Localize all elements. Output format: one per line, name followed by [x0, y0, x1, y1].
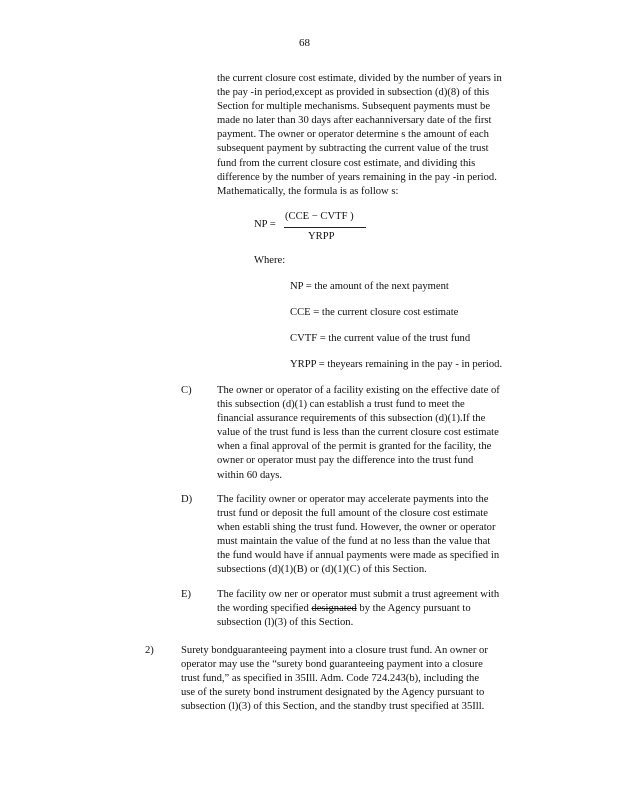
page-number: 68 — [299, 37, 310, 49]
item-c-paragraph — [217, 384, 540, 483]
text-line: fund from the current closure cost estimate, and dividing this — [217, 157, 476, 169]
text-line: value of the trust fund is less than the current closure cost estimate — [217, 427, 499, 439]
text-line: subsequent payment by subtracting the current value of the trust — [217, 143, 489, 155]
text-line: difference by the number of years remaining in the pay -in period. — [217, 171, 497, 183]
text-line: Mathematically, the formula is as follow s: — [217, 185, 399, 197]
intro-paragraph — [217, 72, 542, 199]
text-line: trust fund or deposit the full amount of the closure cost estimate — [217, 508, 488, 520]
text-line: the pay -in period,except as provided in subsection (d)(8) of this — [217, 87, 490, 99]
text-line: the current closure cost estimate, divided by the number of years in — [217, 73, 502, 84]
text-run: by the Agency pursuant to — [356, 603, 471, 615]
text-line: when a final approval of the permit is granted for the facility, the — [217, 441, 492, 453]
text-line: Surety bondguaranteeing payment into a closure trust fund. An owner or — [181, 645, 488, 656]
item-e-paragraph — [217, 588, 540, 630]
text-line — [217, 602, 540, 616]
text-run: the wording specified — [217, 603, 312, 615]
text-line: The owner or operator of a facility existing on the effective date of — [217, 385, 500, 396]
text-line: payment. The owner or operator determine s the amount of each — [217, 129, 489, 141]
text-line: financial assurance requirements of this subsection (d)(1).If the — [217, 413, 486, 425]
item-d-label: D) — [181, 494, 193, 505]
text-line: subsections (d)(1)(B) or (d)(1)(C) of this Section. — [217, 564, 427, 576]
text-line: subsection (l)(3) of this Section. — [217, 617, 354, 629]
item-c-label: C) — [181, 385, 192, 396]
text-line: must maintain the value of the fund at no less than the value that — [217, 536, 491, 548]
formula-denominator: YRPP — [308, 231, 335, 242]
text-line: Section for multiple mechanisms. Subsequent payments must be — [217, 101, 491, 113]
item-2-label: 2) — [145, 645, 154, 656]
item-e-label: E) — [181, 589, 191, 600]
struck-text: designated — [311, 603, 357, 615]
item-2-paragraph — [181, 644, 531, 714]
definition-cce: CCE = the current closure cost estimate — [290, 307, 459, 318]
definition-np: NP = the amount of the next payment — [290, 281, 449, 292]
item-d-paragraph — [217, 493, 540, 578]
where-label: Where: — [254, 255, 286, 266]
text-line: the fund would have if annual payments were made as specified in — [217, 550, 500, 562]
definition-cvtf: CVTF = the current value of the trust fund — [290, 333, 471, 344]
text-line: made no later than 30 days after eachanniversary date of the first — [217, 115, 492, 127]
fraction-bar — [284, 227, 366, 228]
text-line: within 60 days. — [217, 469, 283, 481]
formula-numerator: (CCE − CVTF ) — [285, 211, 354, 222]
text-line: operator may use the “surety bond guaranteeing payment into a closure — [181, 659, 483, 671]
text-line: subsection (l)(3) of this Section, and the standby trust specified at 35Ill. — [181, 701, 485, 713]
text-line: when establi shing the trust fund. However, the owner or operator — [217, 522, 496, 534]
text-line: The facility owner or operator may accelerate payments into the — [217, 494, 489, 505]
text-line: use of the surety bond instrument designated by the Agency pursuant to — [181, 687, 485, 699]
definition-yrpp: YRPP = theyears remaining in the pay - in period. — [290, 359, 503, 370]
text-line: owner or operator must pay the difference into the trust fund — [217, 455, 474, 467]
text-line: this subsection (d)(1) can establish a trust fund to meet the — [217, 399, 465, 411]
text-line: The facility ow ner or operator must submit a trust agreement with — [217, 589, 500, 600]
text-line: trust fund,” as specified in 35Ill. Adm. Code 724.243(b), including the — [181, 673, 480, 685]
formula-lhs: NP = — [254, 219, 276, 230]
